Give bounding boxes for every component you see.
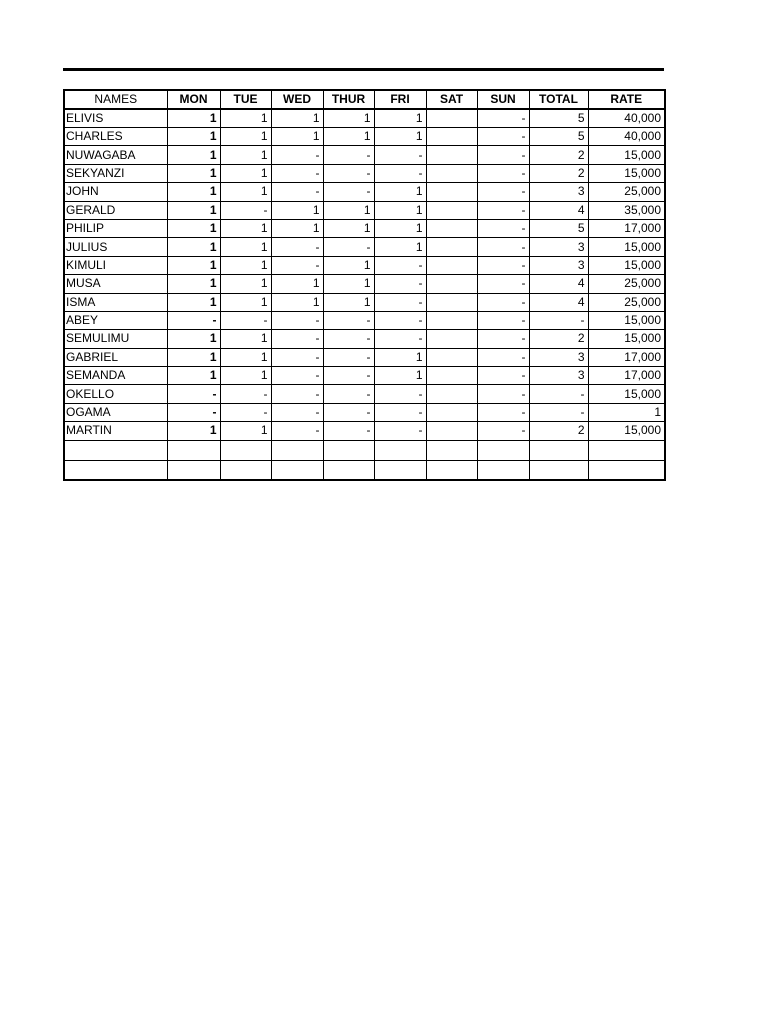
table-row	[64, 348, 665, 366]
cell-rate[interactable]: 15,000	[588, 422, 665, 440]
cell-sun[interactable]: -	[477, 219, 529, 237]
cell-total[interactable]: 3	[529, 183, 588, 201]
cell-name[interactable]: OKELLO	[64, 385, 167, 403]
cell-rate[interactable]: 15,000	[588, 238, 665, 256]
cell-total[interactable]: 5	[529, 219, 588, 237]
cell-mon[interactable]: 1	[167, 348, 220, 366]
cell-tue[interactable]: 1	[220, 128, 271, 146]
cell-sun[interactable]: -	[477, 128, 529, 146]
cell-rate[interactable]: 15,000	[588, 330, 665, 348]
cell-thur[interactable]: 1	[323, 275, 374, 293]
cell-mon[interactable]: 1	[167, 330, 220, 348]
cell-sun[interactable]: -	[477, 238, 529, 256]
attendance-table	[63, 89, 666, 481]
cell-mon[interactable]: 1	[167, 422, 220, 440]
table-row	[64, 183, 665, 201]
cell-wed[interactable]: 1	[271, 293, 323, 311]
empty-cell[interactable]	[374, 440, 426, 460]
cell-thur[interactable]: -	[323, 164, 374, 182]
cell-name[interactable]: SEMULIMU	[64, 330, 167, 348]
cell-mon[interactable]: 1	[167, 238, 220, 256]
cell-sat[interactable]	[426, 109, 477, 128]
cell-name[interactable]: MUSA	[64, 275, 167, 293]
cell-tue[interactable]: 1	[220, 219, 271, 237]
cell-sun[interactable]: -	[477, 385, 529, 403]
cell-name[interactable]: KIMULI	[64, 256, 167, 274]
cell-thur[interactable]: 1	[323, 128, 374, 146]
cell-fri[interactable]: -	[374, 275, 426, 293]
table-row	[64, 367, 665, 385]
cell-tue[interactable]: 1	[220, 422, 271, 440]
cell-name[interactable]: SEMANDA	[64, 367, 167, 385]
cell-name[interactable]: ELIVIS	[64, 109, 167, 128]
cell-wed[interactable]: 1	[271, 128, 323, 146]
cell-mon[interactable]: -	[167, 311, 220, 329]
cell-tue[interactable]: 1	[220, 183, 271, 201]
col-header-mon[interactable]: MON	[167, 90, 220, 109]
cell-sat[interactable]	[426, 275, 477, 293]
table-body	[64, 109, 665, 480]
cell-thur[interactable]: 1	[323, 201, 374, 219]
cell-rate[interactable]: 17,000	[588, 348, 665, 366]
cell-tue[interactable]: -	[220, 201, 271, 219]
cell-wed[interactable]: -	[271, 238, 323, 256]
cell-name[interactable]: SEKYANZI	[64, 164, 167, 182]
cell-name[interactable]: JULIUS	[64, 238, 167, 256]
cell-sun[interactable]: -	[477, 275, 529, 293]
cell-fri[interactable]: -	[374, 330, 426, 348]
cell-mon[interactable]: -	[167, 403, 220, 421]
cell-total[interactable]: 2	[529, 330, 588, 348]
cell-thur[interactable]: -	[323, 403, 374, 421]
col-header-fri[interactable]: FRI	[374, 90, 426, 109]
cell-total[interactable]: 2	[529, 422, 588, 440]
cell-mon[interactable]: 1	[167, 275, 220, 293]
cell-rate[interactable]: 35,000	[588, 201, 665, 219]
cell-sat[interactable]	[426, 146, 477, 164]
table-row	[64, 109, 665, 128]
cell-wed[interactable]: 1	[271, 219, 323, 237]
table-row	[64, 385, 665, 403]
cell-fri[interactable]: 1	[374, 183, 426, 201]
cell-mon[interactable]: 1	[167, 201, 220, 219]
cell-sat[interactable]	[426, 330, 477, 348]
cell-thur[interactable]: 1	[323, 293, 374, 311]
cell-total[interactable]: -	[529, 385, 588, 403]
cell-sat[interactable]	[426, 219, 477, 237]
table-row	[64, 238, 665, 256]
cell-mon[interactable]: 1	[167, 164, 220, 182]
cell-fri[interactable]: -	[374, 403, 426, 421]
cell-thur[interactable]: -	[323, 146, 374, 164]
cell-thur[interactable]: -	[323, 183, 374, 201]
cell-wed[interactable]: -	[271, 403, 323, 421]
cell-sat[interactable]	[426, 164, 477, 182]
cell-thur[interactable]: 1	[323, 256, 374, 274]
cell-mon[interactable]: 1	[167, 293, 220, 311]
cell-name[interactable]: OGAMA	[64, 403, 167, 421]
cell-wed[interactable]: -	[271, 330, 323, 348]
col-header-total[interactable]: TOTAL	[529, 90, 588, 109]
cell-fri[interactable]: -	[374, 256, 426, 274]
cell-thur[interactable]: -	[323, 311, 374, 329]
cell-wed[interactable]: 1	[271, 275, 323, 293]
cell-fri[interactable]: 1	[374, 348, 426, 366]
empty-cell[interactable]	[271, 440, 323, 460]
cell-name[interactable]: GABRIEL	[64, 348, 167, 366]
cell-sat[interactable]	[426, 238, 477, 256]
cell-tue[interactable]: -	[220, 311, 271, 329]
cell-fri[interactable]: -	[374, 385, 426, 403]
cell-tue[interactable]: 1	[220, 275, 271, 293]
cell-mon[interactable]: 1	[167, 256, 220, 274]
cell-rate[interactable]: 15,000	[588, 385, 665, 403]
cell-tue[interactable]: 1	[220, 330, 271, 348]
col-header-rate[interactable]: RATE	[588, 90, 665, 109]
cell-name[interactable]: NUWAGABA	[64, 146, 167, 164]
cell-thur[interactable]: -	[323, 367, 374, 385]
cell-mon[interactable]: 1	[167, 146, 220, 164]
cell-sat[interactable]	[426, 128, 477, 146]
cell-total[interactable]: 2	[529, 146, 588, 164]
cell-fri[interactable]: 1	[374, 128, 426, 146]
cell-tue[interactable]: -	[220, 385, 271, 403]
cell-mon[interactable]: 1	[167, 109, 220, 128]
cell-mon[interactable]: -	[167, 385, 220, 403]
empty-cell[interactable]	[426, 460, 477, 480]
col-header-tue[interactable]: TUE	[220, 90, 271, 109]
empty-cell[interactable]	[220, 460, 271, 480]
cell-tue[interactable]: 1	[220, 109, 271, 128]
table-row	[64, 311, 665, 329]
cell-fri[interactable]: -	[374, 311, 426, 329]
cell-rate[interactable]: 15,000	[588, 146, 665, 164]
col-header-sun[interactable]: SUN	[477, 90, 529, 109]
cell-name[interactable]: ABEY	[64, 311, 167, 329]
table-row	[64, 164, 665, 182]
cell-sun[interactable]: -	[477, 348, 529, 366]
empty-cell[interactable]	[588, 440, 665, 460]
cell-sun[interactable]: -	[477, 146, 529, 164]
table-row	[64, 330, 665, 348]
empty-cell[interactable]	[167, 460, 220, 480]
table-row	[64, 219, 665, 237]
cell-mon[interactable]: 1	[167, 219, 220, 237]
cell-tue[interactable]: 1	[220, 164, 271, 182]
cell-thur[interactable]: -	[323, 385, 374, 403]
cell-rate[interactable]: 25,000	[588, 275, 665, 293]
top-rule	[63, 68, 664, 71]
cell-wed[interactable]: -	[271, 183, 323, 201]
cell-rate[interactable]: 15,000	[588, 311, 665, 329]
empty-cell[interactable]	[271, 460, 323, 480]
cell-sun[interactable]: -	[477, 183, 529, 201]
cell-name[interactable]: MARTIN	[64, 422, 167, 440]
cell-mon[interactable]: 1	[167, 183, 220, 201]
cell-name[interactable]: PHILIP	[64, 219, 167, 237]
cell-sun[interactable]: -	[477, 256, 529, 274]
cell-fri[interactable]: 1	[374, 201, 426, 219]
table-row	[64, 146, 665, 164]
cell-sat[interactable]	[426, 403, 477, 421]
cell-thur[interactable]: -	[323, 238, 374, 256]
cell-name[interactable]: ISMA	[64, 293, 167, 311]
cell-sat[interactable]	[426, 367, 477, 385]
cell-sat[interactable]	[426, 293, 477, 311]
cell-sun[interactable]: -	[477, 201, 529, 219]
empty-cell[interactable]	[220, 440, 271, 460]
cell-sun[interactable]: -	[477, 367, 529, 385]
cell-sat[interactable]	[426, 256, 477, 274]
cell-sun[interactable]: -	[477, 422, 529, 440]
cell-mon[interactable]: 1	[167, 367, 220, 385]
cell-total[interactable]: 3	[529, 348, 588, 366]
cell-total[interactable]: 2	[529, 164, 588, 182]
cell-wed[interactable]: 1	[271, 201, 323, 219]
cell-wed[interactable]: -	[271, 164, 323, 182]
cell-rate[interactable]: 15,000	[588, 256, 665, 274]
empty-row	[64, 460, 665, 480]
cell-rate[interactable]: 40,000	[588, 128, 665, 146]
cell-total[interactable]: -	[529, 311, 588, 329]
cell-total[interactable]: 4	[529, 201, 588, 219]
cell-fri[interactable]: -	[374, 422, 426, 440]
cell-mon[interactable]: 1	[167, 128, 220, 146]
cell-name[interactable]: CHARLES	[64, 128, 167, 146]
empty-cell[interactable]	[64, 440, 167, 460]
cell-total[interactable]: 3	[529, 238, 588, 256]
empty-cell[interactable]	[323, 460, 374, 480]
cell-name[interactable]: GERALD	[64, 201, 167, 219]
table-row	[64, 403, 665, 421]
cell-sun[interactable]: -	[477, 330, 529, 348]
cell-sat[interactable]	[426, 385, 477, 403]
cell-rate[interactable]: 17,000	[588, 219, 665, 237]
empty-cell[interactable]	[588, 460, 665, 480]
cell-total[interactable]: 3	[529, 256, 588, 274]
empty-row	[64, 440, 665, 460]
cell-total[interactable]: -	[529, 403, 588, 421]
cell-tue[interactable]: 1	[220, 293, 271, 311]
cell-tue[interactable]: -	[220, 403, 271, 421]
col-header-sat[interactable]: SAT	[426, 90, 477, 109]
cell-rate[interactable]: 15,000	[588, 164, 665, 182]
cell-fri[interactable]: 1	[374, 109, 426, 128]
cell-sun[interactable]: -	[477, 109, 529, 128]
cell-total[interactable]: 4	[529, 275, 588, 293]
table-row	[64, 128, 665, 146]
empty-cell[interactable]	[426, 440, 477, 460]
cell-total[interactable]: 5	[529, 128, 588, 146]
cell-sun[interactable]: -	[477, 164, 529, 182]
cell-rate[interactable]: 25,000	[588, 293, 665, 311]
col-header-names[interactable]: NAMES	[64, 90, 167, 109]
table-row	[64, 275, 665, 293]
empty-cell[interactable]	[477, 440, 529, 460]
cell-wed[interactable]: -	[271, 367, 323, 385]
cell-total[interactable]: 3	[529, 367, 588, 385]
cell-rate[interactable]: 1	[588, 403, 665, 421]
cell-wed[interactable]: -	[271, 146, 323, 164]
cell-thur[interactable]: -	[323, 422, 374, 440]
cell-total[interactable]: 4	[529, 293, 588, 311]
empty-cell[interactable]	[323, 440, 374, 460]
cell-thur[interactable]: 1	[323, 219, 374, 237]
cell-thur[interactable]: -	[323, 348, 374, 366]
table-row	[64, 422, 665, 440]
table-row	[64, 293, 665, 311]
cell-tue[interactable]: 1	[220, 348, 271, 366]
empty-cell[interactable]	[64, 460, 167, 480]
cell-wed[interactable]: 1	[271, 109, 323, 128]
cell-sat[interactable]	[426, 311, 477, 329]
table-row	[64, 256, 665, 274]
empty-cell[interactable]	[477, 460, 529, 480]
cell-tue[interactable]: 1	[220, 238, 271, 256]
cell-sun[interactable]: -	[477, 403, 529, 421]
cell-tue[interactable]: 1	[220, 256, 271, 274]
cell-rate[interactable]: 25,000	[588, 183, 665, 201]
cell-wed[interactable]: -	[271, 256, 323, 274]
empty-cell[interactable]	[167, 440, 220, 460]
cell-tue[interactable]: 1	[220, 367, 271, 385]
empty-cell[interactable]	[374, 460, 426, 480]
cell-sat[interactable]	[426, 183, 477, 201]
cell-wed[interactable]: -	[271, 311, 323, 329]
cell-fri[interactable]: -	[374, 146, 426, 164]
cell-rate[interactable]: 17,000	[588, 367, 665, 385]
cell-fri[interactable]: -	[374, 164, 426, 182]
empty-cell[interactable]	[529, 440, 588, 460]
cell-fri[interactable]: 1	[374, 367, 426, 385]
cell-tue[interactable]: 1	[220, 146, 271, 164]
table-row	[64, 201, 665, 219]
cell-name[interactable]: JOHN	[64, 183, 167, 201]
cell-wed[interactable]: -	[271, 385, 323, 403]
cell-rate[interactable]: 40,000	[588, 109, 665, 128]
col-header-wed[interactable]: WED	[271, 90, 323, 109]
cell-sat[interactable]	[426, 422, 477, 440]
cell-fri[interactable]: 1	[374, 238, 426, 256]
cell-fri[interactable]: 1	[374, 219, 426, 237]
cell-fri[interactable]: -	[374, 293, 426, 311]
cell-wed[interactable]: -	[271, 422, 323, 440]
cell-sun[interactable]: -	[477, 311, 529, 329]
cell-thur[interactable]: -	[323, 330, 374, 348]
cell-sun[interactable]: -	[477, 293, 529, 311]
cell-wed[interactable]: -	[271, 348, 323, 366]
cell-sat[interactable]	[426, 201, 477, 219]
cell-thur[interactable]: 1	[323, 109, 374, 128]
cell-total[interactable]: 5	[529, 109, 588, 128]
header-row	[64, 90, 665, 109]
col-header-thur[interactable]: THUR	[323, 90, 374, 109]
cell-sat[interactable]	[426, 348, 477, 366]
empty-cell[interactable]	[529, 460, 588, 480]
